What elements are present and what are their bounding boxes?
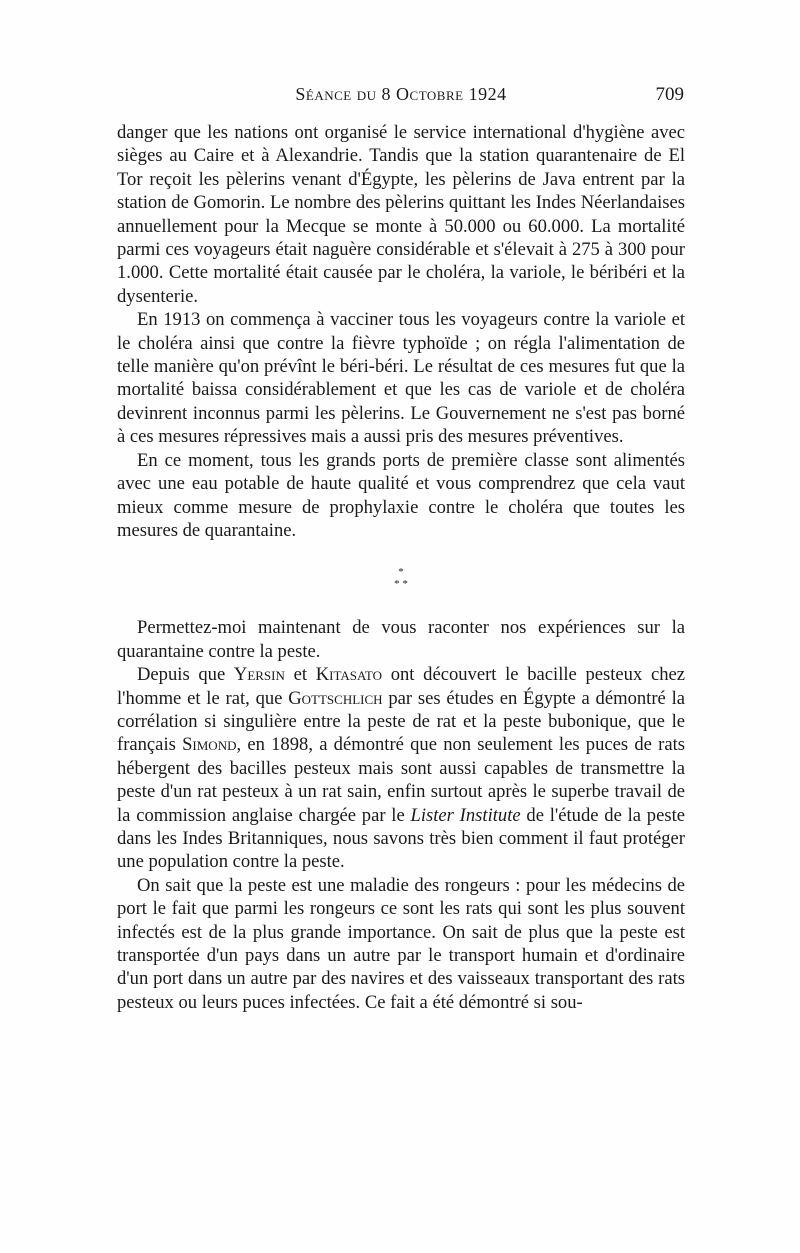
running-head	[118, 84, 684, 110]
asterism-bottom: * *	[394, 578, 408, 591]
asterism-separator	[117, 566, 685, 590]
p5-text-1: Depuis que	[137, 664, 234, 686]
p5-text-6: de l'étude de la peste dans les Indes Britanniques, nous savons très bien comment il faut protéger une population contre la peste.	[117, 804, 686, 873]
body-text	[117, 121, 685, 1014]
asterism-top: *	[398, 566, 404, 579]
paragraph-2: En 1913 on commença à vacciner tous les voyageurs contre la variole et le choléra ainsi que contre la fièvre typhoïde ; on régla l'alimentation de telle manière qu'on prévînt le béri-béri. Le résultat de ces mesures fut que la mortalité baissa considérablement et que les cas de variole et de choléra devinrent inconnus parmi les pèlerins. Le Gouvernement ne s'est pas borné à ces mesures répressives mais a aussi pris des mesures préventives.	[117, 309, 685, 448]
page-number: 709	[655, 84, 684, 105]
author-name-yersin: Yersin	[233, 664, 285, 686]
institution-name: Lister Institute	[410, 804, 521, 826]
p5-text-5: , en 1898, a démontré que non seulement les puces de rats hébergent des bacilles pesteux mais sont aussi capables de transmettre la peste d'un rat pesteux à un rat sain, enfin surtout après le superbe travail de la commission anglaise chargée par le	[117, 734, 685, 826]
paragraph-5	[117, 663, 685, 874]
paragraph-1: danger que les nations ont organisé le service international d'hygiène avec sièges au Caire et à Alexandrie. Tandis que la station quarantenaire de El Tor reçoit les pèlerins venant d'Égypte, les pèlerins de Java entrent par la station de Gomorin. Le nombre des pèlerins quittant les Indes Néerlandaises annuellement pour la Mecque se monte à 50.000 ou 60.000. La mortalité parmi ces voyageurs était naguère considérable et s'élevait à 275 à 300 pour 1.000. Cette mortalité était causée par le choléra, la variole, le béribéri et la dysenterie.	[117, 122, 685, 307]
author-name-simond: Simond	[182, 734, 237, 756]
paragraph-4: Permettez-moi maintenant de vous raconter nos expériences sur la quarantaine contre la peste.	[117, 617, 685, 662]
running-title: Séance du 8 Octobre 1924	[295, 84, 507, 104]
p5-text-4: par ses études en Égypte a démontré la corrélation si singulière entre la peste de rat et la peste bubonique, que le français	[117, 687, 685, 756]
paragraph-3: En ce moment, tous les grands ports de première classe sont alimentés avec une eau potable de haute qualité et vous comprendrez que cela vaut mieux comme mesure de prophylaxie contre le choléra que toutes les mesures de quarantaine.	[117, 449, 685, 541]
paragraph-6: On sait que la peste est une maladie des rongeurs : pour les médecins de port le fait que parmi les rongeurs ce sont les rats qui sont les plus souvent infectés est de la plus grande importance. On sait de plus que la peste est transportée d'un pays dans un autre par le transport humain et d'ordinaire d'un port dans un autre par des navires et des vaisseaux transportant des rats pesteux ou leurs puces infectées. Ce fait a été démontré si sou-	[117, 874, 685, 1013]
p5-text-3: ont découvert le bacille pesteux chez l'homme et le rat, que	[117, 664, 686, 709]
author-name-gottschlich: Gottschlich	[288, 687, 383, 709]
p5-text-2: et	[284, 664, 316, 686]
author-name-kitasato: Kitasato	[315, 664, 383, 686]
